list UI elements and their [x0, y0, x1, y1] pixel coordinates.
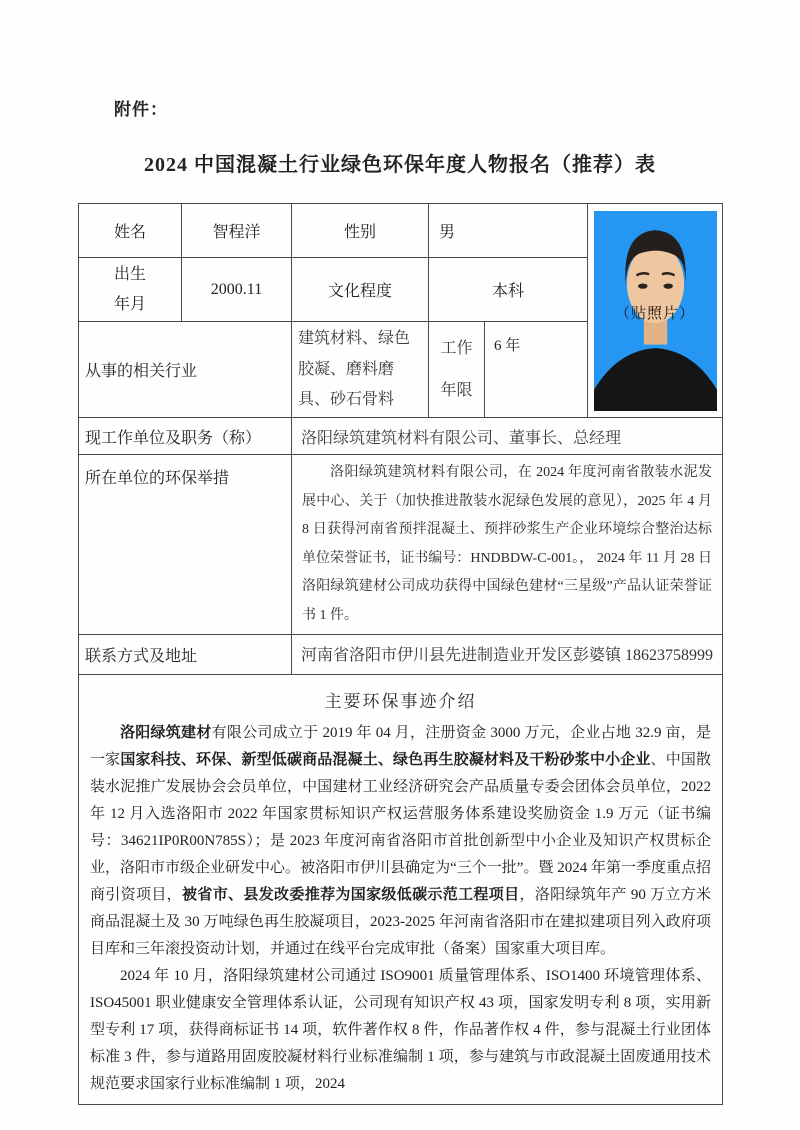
env-measures-label: 所在单位的环保举措 [79, 455, 292, 635]
education-value: 本科 [429, 258, 588, 322]
name-value: 智程洋 [182, 204, 292, 258]
deeds-section [79, 675, 723, 1105]
table-row [79, 635, 723, 675]
table-row [79, 675, 723, 1105]
deeds-paragraph-1: 洛阳绿筑建材有限公司成立于 2019 年 04 月，注册资金 3000 万元，企业占地 32.9 亩，是一家国家科技、环保、新型低碳商品混凝土、绿色再生胶凝材料及干粉砂浆中小企业、中国散装水泥推广发展协会会员单位，中国建材工业经济研究会产品质量专委会团体会员单位，2022 年 12 月入选洛阳市 2022 年国家贯标知识产权运营服务体系建设奖励资金 1.9 万元（证书编号：34621IP0R00N785S）；是 2023 年度河南省洛阳市首批创新型中小企业及知识产权贯标企业，洛阳市市级企业研发中心。被洛阳市伊川县确定为“三个一批”。暨 2024 年第一季度重点招商引资项目，被省市、县发改委推荐为国家级低碳示范工程项目，洛阳绿筑年产 90 万立方米商品混凝土及 30 万吨绿色再生胶凝项目，2023-2025 年河南省洛阳市在建拟建项目列入政府项目库和三年滚投资动计划，并通过在线平台完成审批（备案）国家重大项目库。 [90, 725, 712, 958]
employer-value: 洛阳绿筑建筑材料有限公司、董事长、总经理 [292, 418, 723, 455]
attachment-label: 附件： [114, 100, 168, 119]
deeds-section-title: 主要环保事迹介绍 [324, 692, 477, 712]
table-row [79, 455, 723, 635]
photo-placeholder-text: （贴照片） [615, 306, 696, 323]
contact-label: 联系方式及地址 [79, 635, 292, 675]
name-label: 姓名 [79, 204, 182, 258]
table-row [79, 418, 723, 455]
photo-area [588, 204, 723, 418]
industry-value: 建筑材料、绿色胶凝、磨料磨具、砂石骨料 [292, 322, 429, 418]
table-row [79, 204, 723, 258]
education-label: 文化程度 [292, 258, 429, 322]
birth-label: 出生年月 [79, 258, 182, 322]
birth-value: 2000.11 [182, 258, 292, 322]
gender-label: 性别 [292, 204, 429, 258]
industry-label: 从事的相关行业 [79, 322, 292, 418]
env-measures-value [292, 455, 723, 635]
registration-table [78, 203, 723, 1105]
env-measures-text: 洛阳绿筑建筑材料有限公司，在 2024 年度河南省散装水泥发展中心、关于（加快推进散装水泥绿色发展的意见），2025 年 4 月 8 日获得河南省预拌混凝土、预拌砂浆生产企业环境综合整治达标单位荣誉证书，证书编号：HNDBDW-C-001。， 2024 年 11 月 28 日洛阳绿筑建材公司成功获得中国绿色建材“三星级”产品认证荣誉证书 1 件。 [302, 465, 713, 623]
gender-value: 男 [429, 204, 588, 258]
deeds-paragraph-2: 2024 年 10 月，洛阳绿筑建材公司通过 ISO9001 质量管理体系、ISO1400 环境管理体系、ISO45001 职业健康安全管理体系认证，公司现有知识产权 43 项，国家发明专利 8 项，实用新型专利 17 项，获得商标证书 14 项，软件著作权 8 件，作品著作权 4 件，参与混凝土行业团体标准 3 件，参与道路用固废胶凝材料行业标准编制 1 项，参与建筑与市政混凝土固废通用技术规范要求国家行业标准编制 1 项，2024 [90, 968, 712, 1093]
work-years-value: 6 年 [485, 322, 588, 418]
page-title: 2024 中国混凝土行业绿色环保年度人物报名（推荐）表 [144, 154, 656, 176]
contact-value: 河南省洛阳市伊川县先进制造业开发区彭婆镇 18623758999 [292, 635, 723, 675]
employer-label: 现工作单位及职务（称） [79, 418, 292, 455]
work-years-label: 工作年限 [429, 322, 485, 418]
